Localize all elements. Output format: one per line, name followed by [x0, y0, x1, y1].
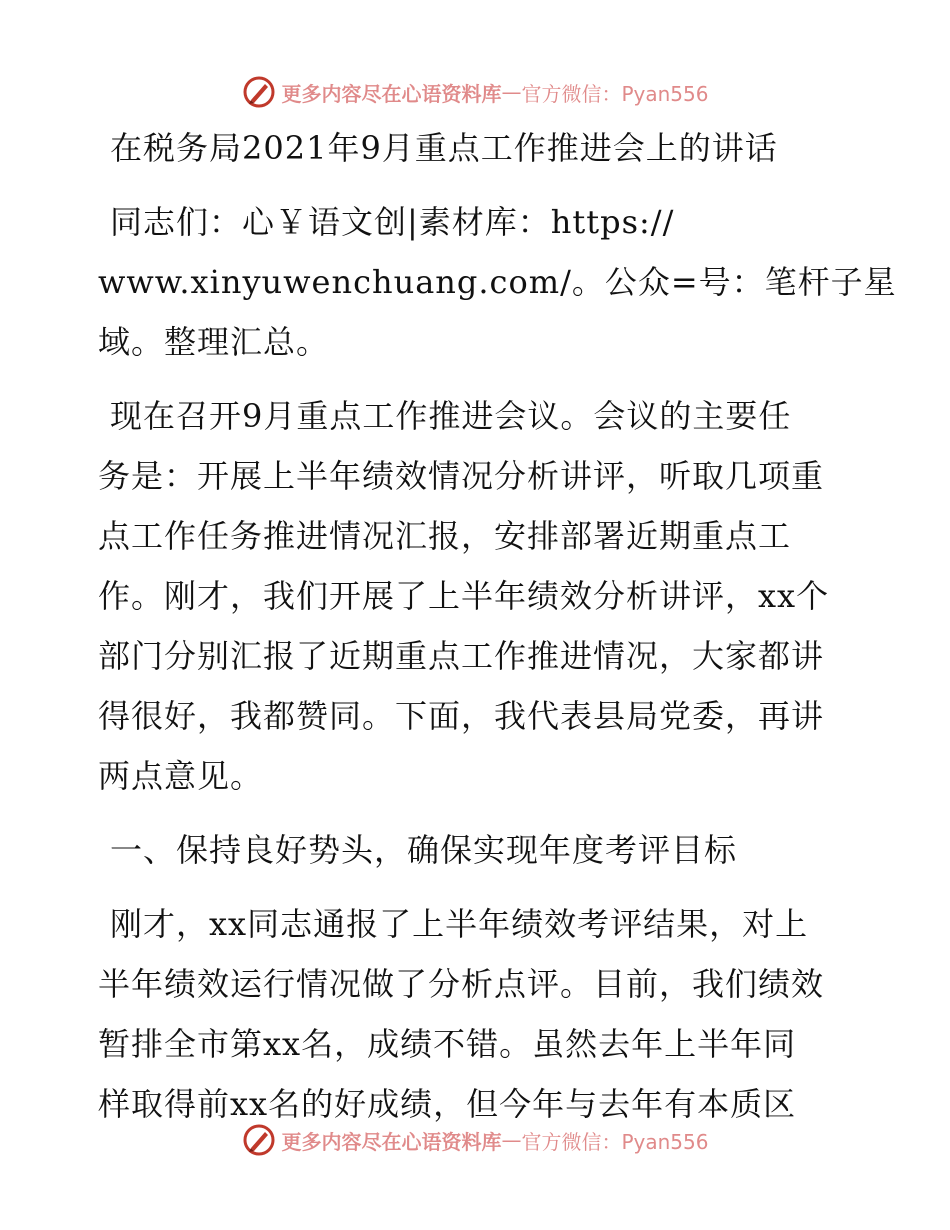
watermark-wechat: 官方微信：Pyan556 — [521, 1129, 709, 1154]
paragraph-2 — [98, 894, 860, 1134]
text-line: 点工作任务推进情况汇报，安排部署近期重点工 — [98, 517, 792, 555]
text-line: 作。刚才，我们开展了上半年绩效分析讲评，xx个 — [98, 577, 830, 615]
text-line: 得很好，我都赞同。下面，我代表县局党委，再讲 — [98, 697, 825, 735]
text-line: 域。整理汇总。 — [98, 323, 330, 361]
section-heading-1: 一、保持良好势头，确保实现年度考评目标 — [110, 831, 738, 869]
paragraph-1 — [98, 386, 860, 806]
watermark-text: 更多内容尽在心语资料库 — [281, 1129, 502, 1154]
text-line: 同志们：心￥语文创|素材库：https:// — [110, 203, 675, 241]
text-line: 半年绩效运行情况做了分析点评。目前，我们绩效 — [98, 965, 825, 1003]
text-line: 暂排全市第xx名，成绩不错。虽然去年上半年同 — [98, 1025, 797, 1063]
watermark-text: 更多内容尽在心语资料库 — [281, 81, 502, 106]
text-line: 样取得前xx名的好成绩，但今年与去年有本质区 — [98, 1085, 797, 1123]
watermark-banner-bottom — [0, 1118, 950, 1162]
pen-logo-icon — [241, 74, 277, 110]
text-line: 现在召开9月重点工作推进会议。会议的主要任 — [110, 397, 792, 435]
watermark-dash: — — [501, 80, 522, 104]
pen-logo-icon — [241, 1122, 277, 1158]
watermark-dash: — — [501, 1128, 522, 1152]
text-line: www.xinyuwenchuang.com/。公众=号：笔杆子星 — [98, 263, 897, 301]
text-line: 刚才，xx同志通报了上半年绩效考评结果，对上 — [110, 905, 809, 943]
document-title: 在税务局2021年9月重点工作推进会上的讲话 — [110, 129, 778, 167]
watermark-wechat: 官方微信：Pyan556 — [521, 81, 709, 106]
salutation-paragraph — [98, 192, 897, 372]
document-body — [98, 118, 897, 1134]
text-line: 部门分别汇报了近期重点工作推进情况，大家都讲 — [98, 637, 825, 675]
text-line: 务是：开展上半年绩效情况分析讲评，听取几项重 — [98, 457, 825, 495]
text-line: 两点意见。 — [98, 757, 264, 795]
watermark-banner-top — [0, 70, 950, 114]
